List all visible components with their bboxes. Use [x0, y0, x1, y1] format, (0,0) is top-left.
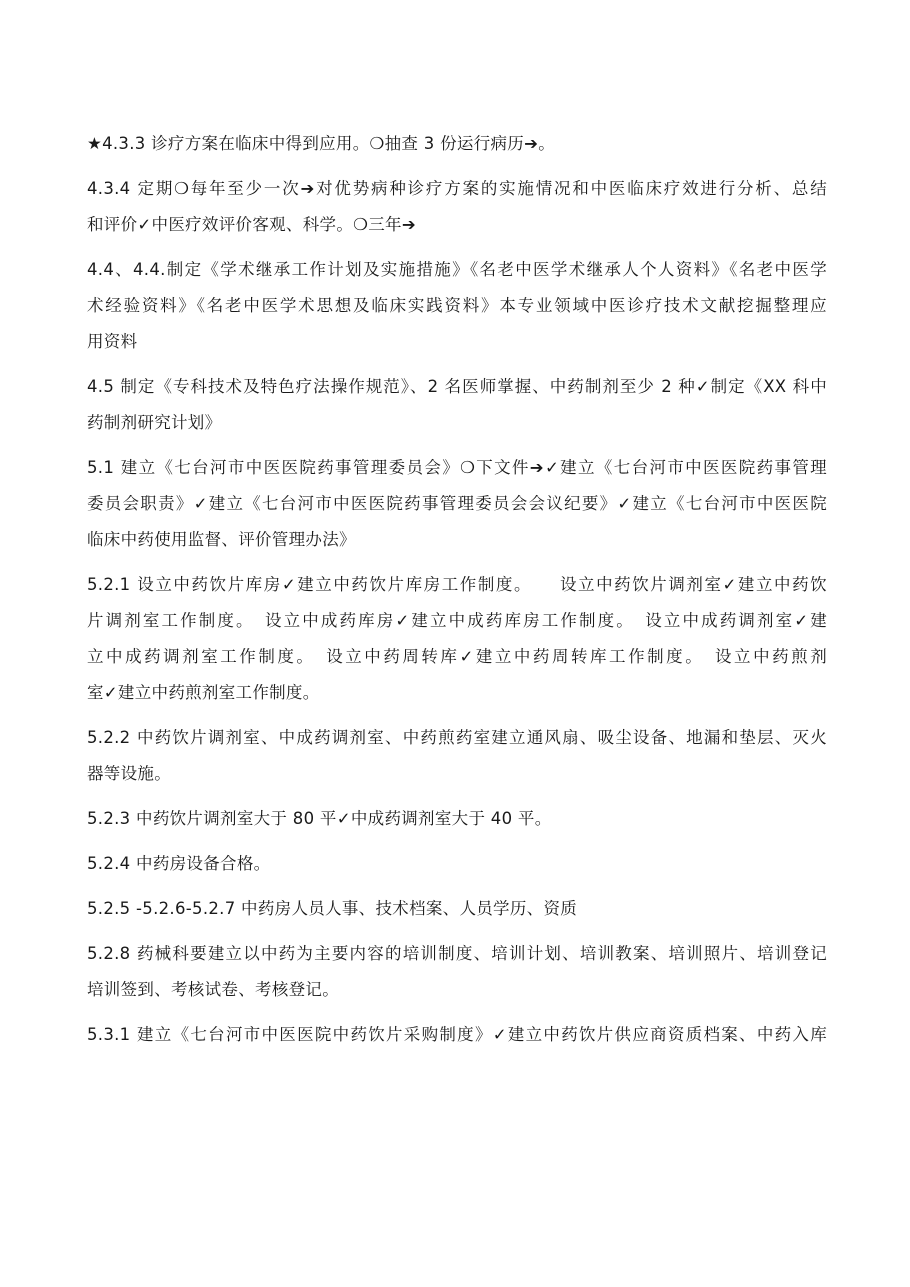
paragraph-5-2-5 [87, 891, 827, 927]
text-line: 5.2.8 药械科要建立以中药为主要内容的培训制度、培训计划、培训教案、培训照片、培训登记 [87, 944, 827, 963]
text-line: 5.3.1 建立《七台河市中医医院中药饮片采购制度》✓建立中药饮片供应商资质档案、中药入库 [87, 1025, 827, 1044]
text-line: 室✓建立中药煎剂室工作制度。 [87, 683, 320, 702]
text-line: 4.4、4.4.制定《学术继承工作计划及实施措施》《名老中医学术继承人个人资料》《名老中医学 [87, 260, 827, 279]
paragraph-4-3-3 [87, 126, 827, 162]
document-body [87, 126, 827, 1062]
paragraph-5-2-3 [87, 801, 827, 837]
paragraph-4-4 [87, 252, 827, 360]
paragraph-4-5 [87, 369, 827, 441]
text-line: 5.2.1 设立中药饮片库房✓建立中药饮片库房工作制度。 设立中药饮片调剂室✓建立中药饮 [87, 575, 827, 594]
text-line: 4.3.4 定期❍每年至少一次➔对优势病种诊疗方案的实施情况和中医临床疗效进行分析、总结 [87, 179, 827, 198]
text-line: 委员会职责》✓建立《七台河市中医医院药事管理委员会会议纪要》✓建立《七台河市中医医院 [87, 494, 827, 513]
text-line: 5.2.5 -5.2.6-5.2.7 中药房人员人事、技术档案、人员学历、资质 [87, 899, 578, 918]
text-line: 5.2.3 中药饮片调剂室大于 80 平✓中成药调剂室大于 40 平。 [87, 809, 552, 828]
text-line: 药制剂研究计划》 [87, 413, 222, 432]
paragraph-5-1 [87, 450, 827, 558]
text-line: 临床中药使用监督、评价管理办法》 [87, 530, 356, 549]
paragraph-5-2-8 [87, 936, 827, 1008]
text-line: ★4.3.3 诊疗方案在临床中得到应用。❍抽查 3 份运行病历➔。 [87, 134, 556, 153]
paragraph-4-3-4 [87, 171, 827, 243]
text-line: 培训签到、考核试卷、考核登记。 [87, 980, 339, 999]
text-line: 5.2.2 中药饮片调剂室、中成药调剂室、中药煎药室建立通风扇、吸尘设备、地漏和垫层、灭火 [87, 728, 827, 747]
text-line: 5.2.4 中药房设备合格。 [87, 854, 271, 873]
text-line: 立中成药调剂室工作制度。 设立中药周转库✓建立中药周转库工作制度。 设立中药煎剂 [87, 647, 827, 666]
paragraph-5-2-1 [87, 567, 827, 711]
text-line: 4.5 制定《专科技术及特色疗法操作规范》、2 名医师掌握、中药制剂至少 2 种✓制定《XX 科中 [87, 377, 827, 396]
paragraph-5-3-1 [87, 1017, 827, 1053]
text-line: 5.1 建立《七台河市中医医院药事管理委员会》❍下文件➔✓建立《七台河市中医医院药事管理 [87, 458, 827, 477]
text-line: 片调剂室工作制度。 设立中成药库房✓建立中成药库房工作制度。 设立中成药调剂室✓建 [87, 611, 827, 630]
paragraph-5-2-2 [87, 720, 827, 792]
text-line: 器等设施。 [87, 764, 171, 783]
paragraph-5-2-4 [87, 846, 827, 882]
text-line: 和评价✓中医疗效评价客观、科学。❍三年➔ [87, 215, 416, 234]
text-line: 用资料 [87, 332, 138, 351]
text-line: 术经验资料》《名老中医学术思想及临床实践资料》本专业领域中医诊疗技术文献挖掘整理应 [87, 296, 827, 315]
